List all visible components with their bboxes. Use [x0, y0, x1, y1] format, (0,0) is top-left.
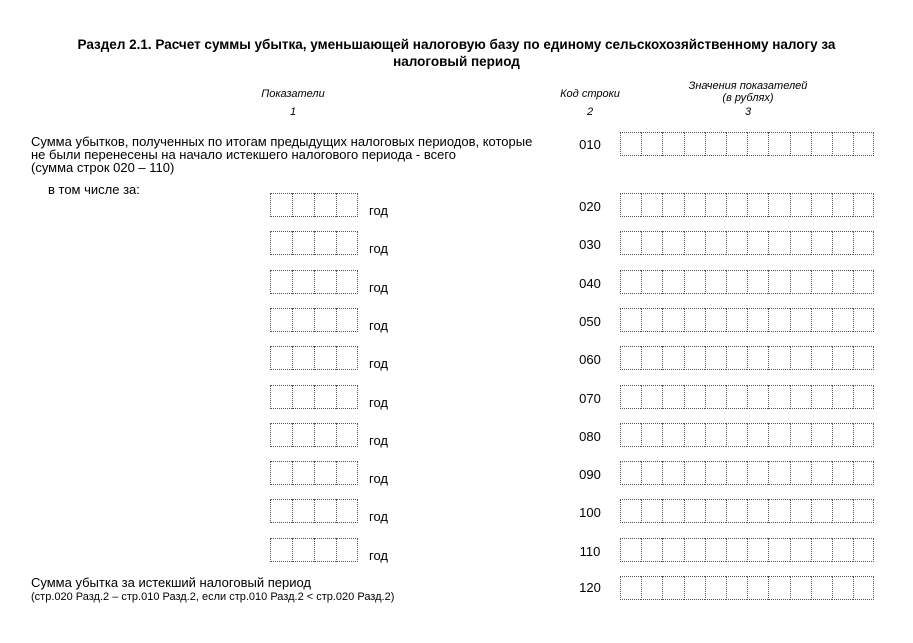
section-title-line1: Раздел 2.1. Расчет суммы убытка, уменьшающей налоговую базу по единому сельскохозяйственному налогу за — [77, 37, 836, 52]
row-010-line2: не были перенесены на начало истекшего налогового периода - всего — [31, 147, 457, 162]
year-label-050: год — [369, 317, 388, 333]
header-values-line2: (в рублях) — [722, 92, 774, 104]
year-label-110: год — [369, 547, 388, 563]
year-field-050[interactable] — [270, 308, 358, 332]
header-indicators: Показатели — [261, 88, 325, 100]
header-num-3: 3 — [744, 106, 752, 118]
year-label-070: год — [369, 394, 388, 410]
value-field-030[interactable] — [620, 231, 874, 255]
year-field-020[interactable] — [270, 193, 358, 217]
header-line-code: Код строки — [560, 88, 620, 100]
value-field-050[interactable] — [620, 308, 874, 332]
year-field-080[interactable] — [270, 423, 358, 447]
row-120-label — [31, 576, 394, 603]
year-label-090: год — [369, 471, 388, 487]
year-field-030[interactable] — [270, 231, 358, 255]
year-label-030: год — [369, 241, 388, 257]
section-title — [0, 36, 913, 70]
row-code-070: 070 — [579, 390, 601, 406]
year-label-100: год — [369, 509, 388, 525]
year-field-070[interactable] — [270, 385, 358, 409]
value-field-110[interactable] — [620, 538, 874, 562]
row-code-060: 060 — [579, 352, 601, 368]
value-field-090[interactable] — [620, 461, 874, 485]
row-010-line1: Сумма убытков, полученных по итогам предыдущих налоговых периодов, которые — [31, 134, 533, 149]
header-values — [658, 80, 838, 104]
value-field-080[interactable] — [620, 423, 874, 447]
row-code-100: 100 — [579, 505, 601, 521]
value-field-020[interactable] — [620, 193, 874, 217]
year-field-040[interactable] — [270, 270, 358, 294]
row-120-value-field[interactable] — [620, 576, 874, 600]
year-label-060: год — [369, 356, 388, 372]
row-010-label — [31, 135, 532, 174]
year-field-110[interactable] — [270, 538, 358, 562]
row-010-line3: (сумма строк 020 – 110) — [31, 160, 175, 175]
row-120-code: 120 — [579, 580, 601, 595]
row-code-110: 110 — [579, 543, 601, 559]
header-values-line1: Значения показателей — [688, 80, 808, 92]
year-label-040: год — [369, 279, 388, 295]
row-code-080: 080 — [579, 428, 601, 444]
value-field-070[interactable] — [620, 385, 874, 409]
year-field-090[interactable] — [270, 461, 358, 485]
value-field-060[interactable] — [620, 346, 874, 370]
year-label-080: год — [369, 432, 388, 448]
section-title-line2: налоговый период — [393, 54, 520, 69]
row-code-090: 090 — [579, 467, 601, 483]
row-010-code: 010 — [579, 137, 601, 152]
in-that-number-label: в том числе за: — [48, 182, 140, 197]
header-num-2: 2 — [586, 106, 594, 118]
row-code-030: 030 — [579, 237, 601, 253]
value-field-040[interactable] — [620, 270, 874, 294]
year-label-020: год — [369, 203, 388, 218]
year-field-100[interactable] — [270, 499, 358, 523]
row-code-020: 020 — [579, 199, 601, 214]
value-field-100[interactable] — [620, 499, 874, 523]
row-code-050: 050 — [579, 313, 601, 329]
row-010-value-field[interactable] — [620, 132, 874, 156]
header-num-1: 1 — [289, 106, 297, 118]
row-120-line2: (стр.020 Разд.2 – стр.010 Разд.2, если стр.010 Разд.2 < стр.020 Разд.2) — [31, 591, 395, 603]
year-field-060[interactable] — [270, 346, 358, 370]
row-120-line1: Сумма убытка за истекший налоговый период — [31, 575, 311, 590]
row-code-040: 040 — [579, 275, 601, 291]
